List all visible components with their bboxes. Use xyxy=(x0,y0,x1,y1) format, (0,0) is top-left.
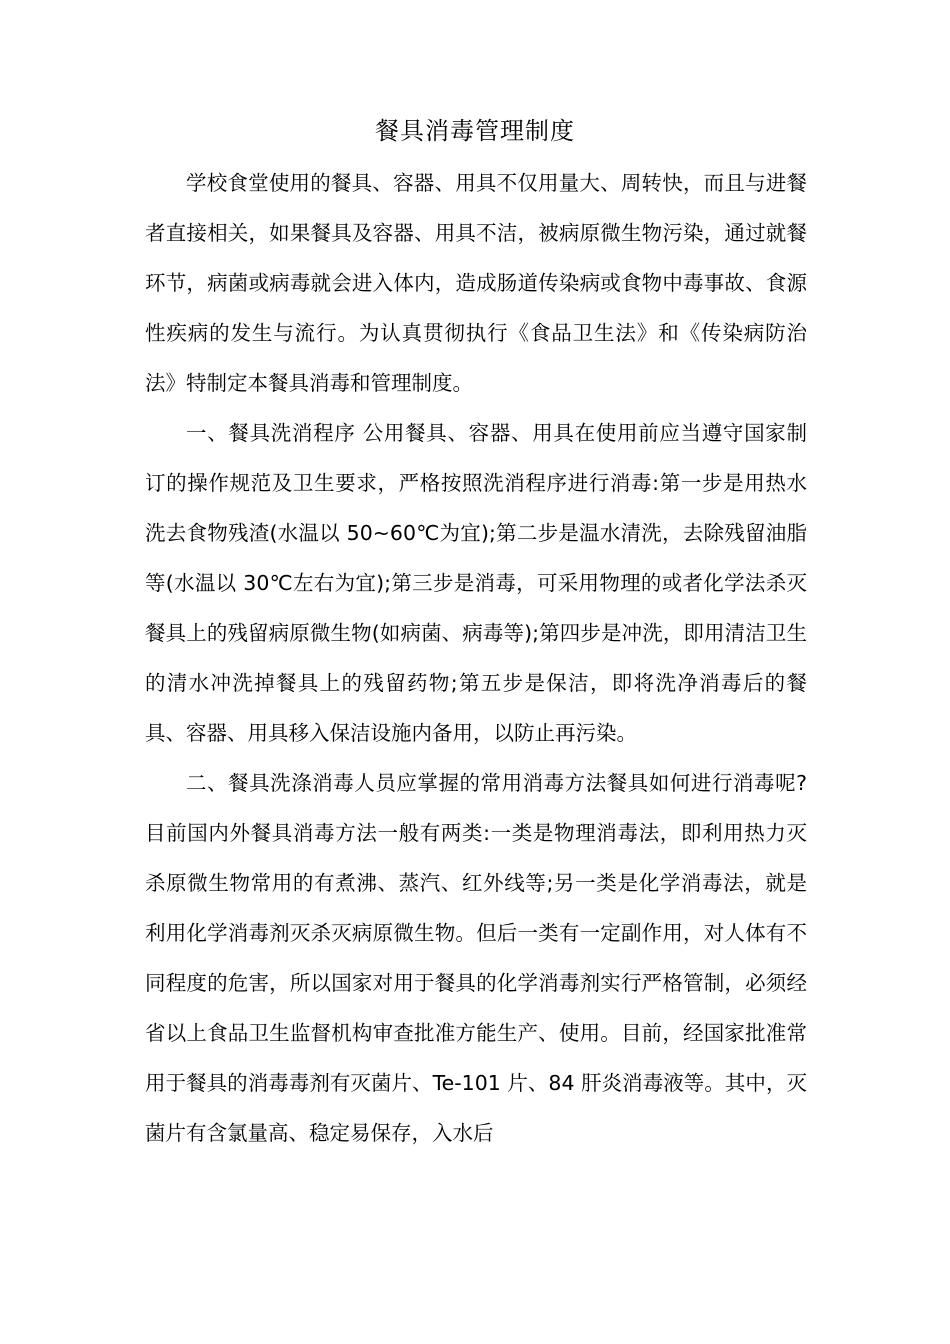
document-body xyxy=(145,158,807,1158)
document-title: 餐具消毒管理制度 xyxy=(375,117,575,145)
paragraph-washing-procedure: 一、餐具洗消程序 公用餐具、容器、用具在使用前应当遵守国家制订的操作规范及卫生要求，严格按照洗消程序进行消毒:第一步是用热水洗去食物残渣(水温以 50~60℃为宜);第二步是温水清洗，去除残留油脂等(水温以 30℃左右为宜);第三步是消毒，可采用物理的或者化学法杀灭餐具上的残留病原微生物(如病菌、病毒等);第四步是冲洗，即用清洁卫生的清水冲洗掉餐具上的残留药物;第五步是保洁，即将洗净消毒后的餐具、容器、用具移入保洁设施内备用，以防止再污染。 xyxy=(145,421,807,745)
paragraph-intro: 学校食堂使用的餐具、容器、用具不仅用量大、周转快，而且与进餐者直接相关，如果餐具及容器、用具不洁，被病原微生物污染，通过就餐环节，病菌或病毒就会进入体内，造成肠道传染病或食物中毒事故、食源性疾病的发生与流行。为认真贯彻执行《食品卫生法》和《传染病防治法》特制定本餐具消毒和管理制度。 xyxy=(145,171,807,395)
paragraph-disinfection-methods: 二、餐具洗涤消毒人员应掌握的常用消毒方法餐具如何进行消毒呢?目前国内外餐具消毒方法一般有两类:一类是物理消毒法，即利用热力灭杀原微生物常用的有煮沸、蒸汽、红外线等;另一类是化学消毒法，就是利用化学消毒剂灭杀灭病原微生物。但后一类有一定副作用，对人体有不同程度的危害，所以国家对用于餐具的化学消毒剂实行严格管制，必须经省以上食品卫生监督机构审查批准方能生产、使用。目前，经国家批准常用于餐具的消毒毒剂有灭菌片、Te-101 片、84 肝炎消毒液等。其中，灭菌片有含氯量高、稳定易保存，入水后 xyxy=(145,771,807,1145)
